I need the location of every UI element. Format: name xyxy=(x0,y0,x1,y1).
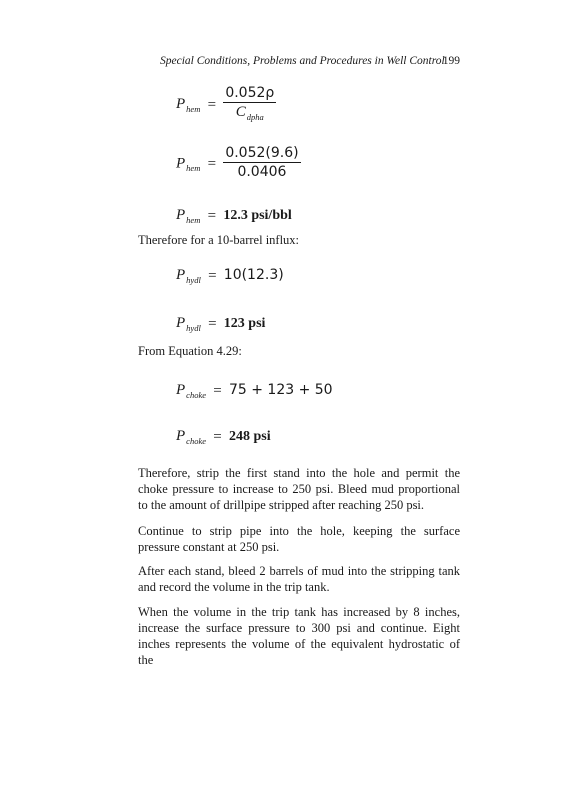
equation-hem-substitution xyxy=(176,146,301,183)
equals-sign: = xyxy=(213,382,222,399)
expression: 10(12.3) xyxy=(223,267,284,283)
page-number: 199 xyxy=(442,55,460,67)
numerator: 0.052(9.6) xyxy=(225,145,299,161)
numerator: 0.052ρ xyxy=(225,85,275,101)
equation-hydl-result xyxy=(176,315,265,333)
subscript: hydl xyxy=(186,323,201,333)
text-influx: Therefore for a 10-barrel influx: xyxy=(138,233,300,247)
subscript: hydl xyxy=(186,275,201,285)
text-equation-reference: From Equation 4.29: xyxy=(138,344,242,358)
equals-sign: = xyxy=(207,156,217,172)
equals-sign: = xyxy=(208,267,217,284)
subscript: hem xyxy=(186,215,201,225)
equals-sign: = xyxy=(213,428,222,445)
chapter-title: Special Conditions, Problems and Procedures in Well Control xyxy=(160,55,445,67)
paragraph-strip-first-stand: Therefore, strip the first stand into the hole and permit the choke pressure to increase to 250 psi. Bleed mud proportional to the amount of drillpipe stripped after reaching 250 psi. xyxy=(138,466,460,512)
subscript: choke xyxy=(186,436,206,446)
equation-hydl-formula xyxy=(176,267,284,285)
fraction xyxy=(223,145,300,182)
symbol-p: P xyxy=(176,428,186,444)
equals-sign: = xyxy=(208,315,217,332)
result-value: 12.3 psi/bbl xyxy=(223,208,292,223)
subscript: choke xyxy=(186,390,206,400)
symbol-p: P xyxy=(176,315,186,331)
result-value: 123 psi xyxy=(223,316,266,331)
result-value: 248 psi xyxy=(228,429,271,444)
symbol-c: C xyxy=(235,104,246,120)
fraction xyxy=(223,85,276,123)
equals-sign: = xyxy=(207,207,217,224)
denominator xyxy=(223,103,276,123)
symbol-p: P xyxy=(176,382,186,398)
expression: 75 + 123 + 50 xyxy=(228,382,333,398)
equals-sign: = xyxy=(207,96,217,113)
running-header xyxy=(160,55,460,75)
equation-choke-result xyxy=(176,428,271,446)
paragraph-bleed-mud: After each stand, bleed 2 barrels of mud into the stripping tank and record the volume in the trip tank. xyxy=(138,564,460,594)
denominator: 0.0406 xyxy=(237,164,287,180)
subscript: hem xyxy=(186,163,201,174)
equation-hem-result xyxy=(176,207,292,225)
symbol-p: P xyxy=(176,207,186,223)
equation-hem-formula xyxy=(176,86,276,124)
symbol-p: P xyxy=(176,267,186,283)
subscript: dpha xyxy=(246,112,264,122)
symbol-p: P xyxy=(176,95,186,112)
subscript: hem xyxy=(186,103,201,114)
paragraph-trip-tank: When the volume in the trip tank has increased by 8 inches, increase the surface pressure to 300 psi and continue. Eight inches represents the volume of the equivalent hydrostatic of the xyxy=(138,605,460,667)
equation-choke-formula xyxy=(176,382,333,400)
paragraph-continue-strip: Continue to strip pipe into the hole, keeping the surface pressure constant at 250 psi. xyxy=(138,524,460,554)
symbol-p: P xyxy=(176,155,186,172)
